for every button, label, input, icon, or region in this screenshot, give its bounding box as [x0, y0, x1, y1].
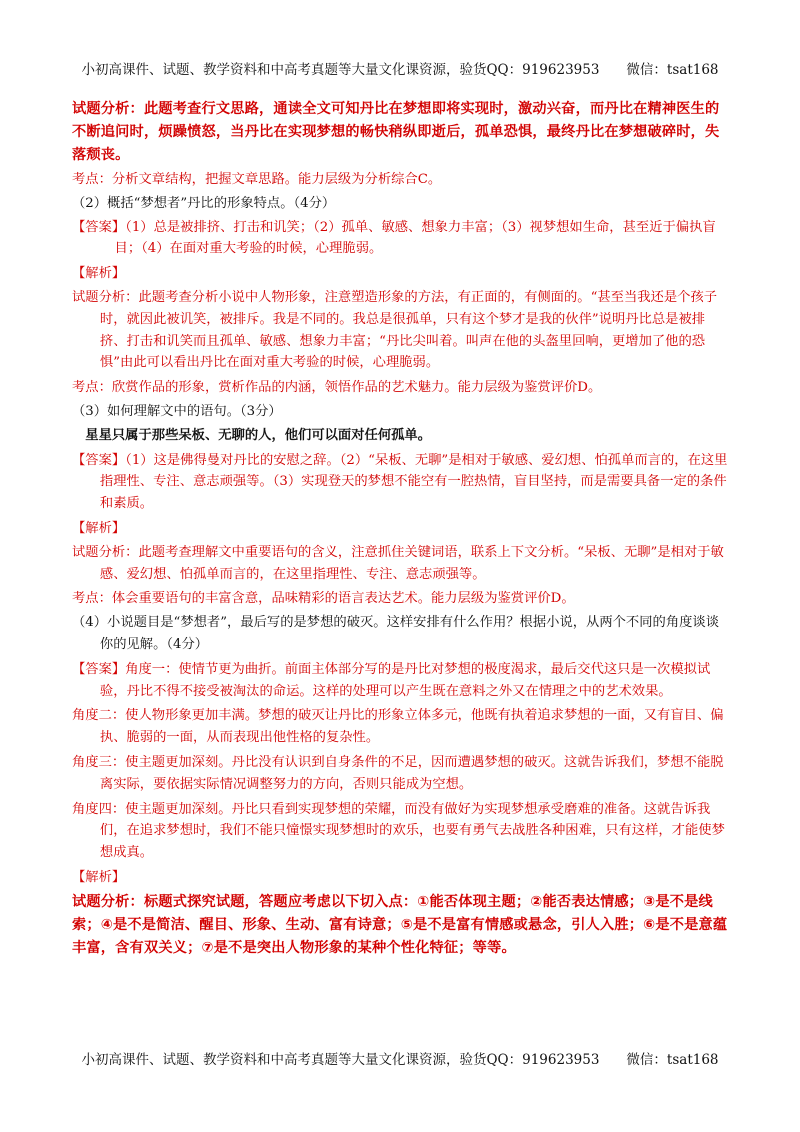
q4-answer — [72, 659, 730, 703]
q2-answer-text: （1）总是被排挤、打击和讥笑；（2）孤单、敏感、想象力丰富；（3）视梦想如生命，甚至近于偏执盲目；（4）在面对重大考验的时候，心理脆弱。 — [114, 219, 716, 257]
q3-analysis-tag: 【解析】 — [72, 520, 126, 536]
q4-analysis: 试题分析：标题式探究试题，答题应考虑以下切入点：①能否体现主题；②能否表达情感；③是不是线索；④是不是简洁、醒目、形象、生动、富有诗意；⑤是不是富有情感或悬念，引人入胜；⑥是不是意蕴丰富，含有双关义；⑦是不是突出人物形象的某种个性化特征；等等。 — [72, 893, 728, 956]
q3-answer-text: （1）这是佛得曼对丹比的安慰之辞。（2）“呆板、无聊”是相对于敏感、爱幻想、怕孤单而言的，在这里指理性、专注、意志顽强等。（3）实现登天的梦想不能空有一腔热情，盲目坚持，而是需要具备一定的条件和素质。 — [99, 452, 728, 512]
q4-angle-4: 角度四：使主题更加深刻。丹比只看到实现梦想的荣耀，而没有做好为实现梦想承受磨难的准备。这就告诉我们，在追求梦想时，我们不能只憧憬实现梦想时的欢乐，也要有勇气去战胜各种困难，只有这样，才能使梦想成真。 — [72, 801, 725, 861]
q2-question: （2）概括“梦想者”丹比的形象特点。（4分） — [72, 195, 336, 211]
q1-analysis: 试题分析：此题考查行文思路，通读全文可知丹比在梦想即将实现时，激动兴奋，而丹比在精神医生的不断追问时，烦躁愤怒，当丹比在实现梦想的畅快稍纵即逝后，孤单恐惧，最终丹比在梦想破碎时，失落颓丧。 — [72, 101, 720, 163]
q3-point: 考点：体会重要语句的丰富含意，品味精彩的语言表达艺术。能力层级为鉴赏评价D。 — [72, 591, 575, 607]
document-body — [72, 98, 730, 962]
q3-quote: 星星只属于那些呆板、无聊的人，他们可以面对任何孤单。 — [85, 427, 432, 443]
q1-point: 考点：分析文章结构，把握文章思路。能力层级为分析综合C。 — [72, 172, 442, 187]
q3-answer-tag: 【答案】 — [72, 452, 126, 468]
q4-question: （4）小说题目是“梦想者”，最后写的是梦想的破灭。这样安排有什么作用？根据小说，从两个不同的角度谈谈你的见解。（4分） — [72, 615, 720, 652]
q2-analysis-tag: 【解析】 — [72, 266, 126, 282]
q4-angle-3: 角度三：使主题更加深刻。丹比没有认识到自身条件的不足，因而遭遇梦想的破灭。这就告诉我们，梦想不能脱离实际，要依据实际情况调整努力的方向，否则只能成为空想。 — [72, 754, 724, 792]
q4-answer-text: 角度一：使情节更为曲折。前面主体部分写的是丹比对梦想的极度渴求，最后交代这只是一次模拟试验，丹比不得不接受被淘汰的命运。这样的处理可以产生既在意料之外又在情理之中的艺术效果。 — [99, 661, 711, 699]
q2-analysis: 试题分析：此题考查分析小说中人物形象，注意塑造形象的方法，有正面的，有侧面的。“甚至当我还是个孩子时，就因此被讥笑，被排斥。我是不同的。我总是很孤单，只有这个梦才是我的伙伴”说明丹比总是被排挤、打击和讥笑而且孤单、敏感、想象力丰富；“丹比尖叫着。叫声在他的头盔里回响，更增加了他的恐惧”由此可以看出丹比在面对重大考验的时候，心理脆弱。 — [72, 289, 718, 371]
q4-answer-tag: 【答案】 — [72, 661, 126, 677]
q4-analysis-tag: 【解析】 — [72, 869, 126, 885]
q3-question: （3）如何理解文中的语句。（3分） — [72, 403, 282, 419]
q2-answer — [72, 217, 730, 261]
page-footer: 小初高课件、试题、教学资料和中高考真题等大量文化课资源，验货QQ：919623953 微信：tsat168 — [81, 1052, 719, 1068]
q2-answer-tag: 【答案】 — [72, 219, 126, 235]
q3-answer — [72, 450, 730, 515]
q3-analysis: 试题分析：此题考查理解文中重要语句的含义，注意抓住关键词语，联系上下文分析。“呆板、无聊”是相对于敏感、爱幻想、怕孤单而言的，在这里指理性、专注、意志顽强等。 — [72, 544, 724, 582]
q2-point: 考点：欣赏作品的形象，赏析作品的内涵，领悟作品的艺术魅力。能力层级为鉴赏评价D。 — [72, 380, 602, 396]
page-header: 小初高课件、试题、教学资料和中高考真题等大量文化课资源，验货QQ：919623953 微信：tsat168 — [81, 62, 719, 78]
q4-angle-2: 角度二：使人物形象更加丰满。梦想的破灭让丹比的形象立体多元，他既有执着追求梦想的一面，又有盲目、偏执、脆弱的一面，从而表现出他性格的复杂性。 — [72, 708, 724, 746]
